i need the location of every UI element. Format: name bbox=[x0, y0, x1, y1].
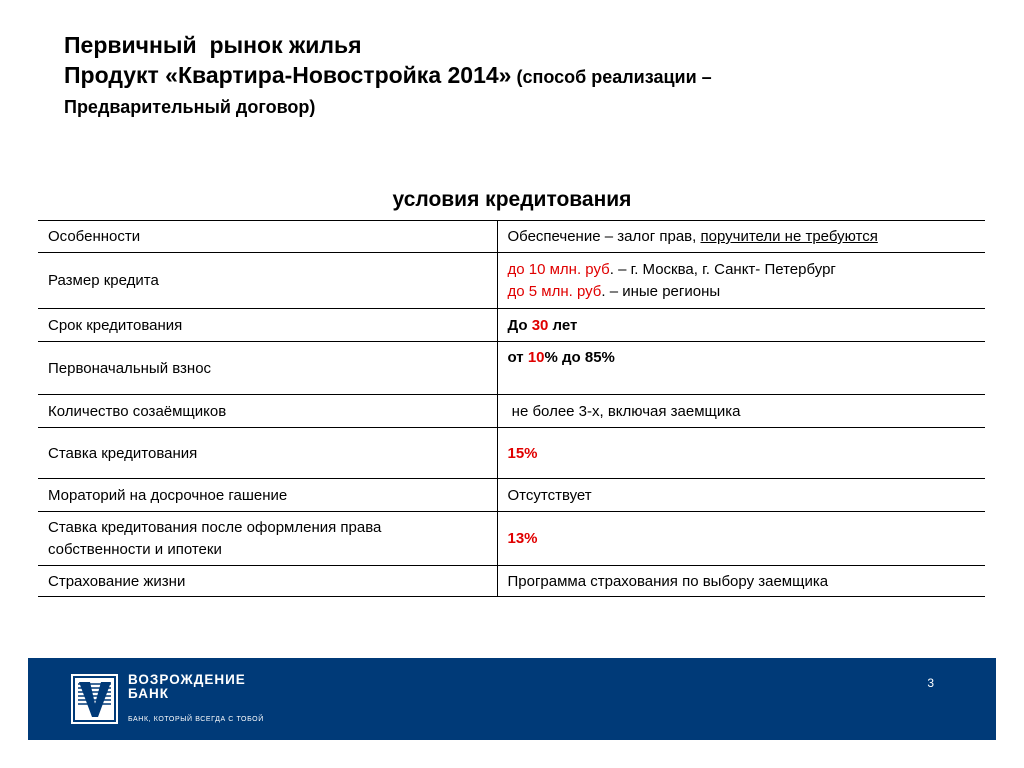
row-label bbox=[38, 512, 497, 566]
value-red: 10 bbox=[527, 349, 545, 366]
row-label: Первоначальный взнос bbox=[38, 342, 497, 395]
table-row bbox=[38, 395, 985, 428]
row-value: 13% bbox=[497, 512, 985, 566]
bank-name-line-1: ВОЗРОЖДЕНИЕ bbox=[128, 672, 246, 687]
slide-title bbox=[64, 30, 964, 120]
value-text: До bbox=[507, 316, 532, 334]
table-row bbox=[38, 428, 985, 479]
bank-name-line-2: БАНК bbox=[128, 686, 169, 701]
value-red: 30 bbox=[531, 316, 549, 334]
page-number: 3 bbox=[927, 676, 934, 690]
row-value bbox=[497, 221, 985, 253]
row-label: Срок кредитования bbox=[38, 309, 497, 342]
value-text: от bbox=[507, 349, 528, 366]
row-label: Страхование жизни bbox=[38, 566, 497, 597]
row-value: Программа страхования по выбору заемщика bbox=[497, 566, 985, 597]
title-line-2 bbox=[64, 60, 964, 94]
table-row bbox=[38, 512, 985, 566]
bank-name bbox=[128, 673, 246, 701]
table-heading: условия кредитования bbox=[392, 188, 632, 211]
table-row bbox=[38, 342, 985, 395]
table-row bbox=[38, 253, 985, 309]
value-text: Обеспечение – залог прав, bbox=[507, 228, 701, 245]
title-line-3: Предварительный договор) bbox=[64, 97, 316, 117]
row-label: Мораторий на досрочное гашение bbox=[38, 479, 497, 512]
label-line: Ставка кредитования после оформления права bbox=[48, 518, 382, 536]
row-value: не более 3-х, включая заемщика bbox=[497, 395, 985, 428]
row-label: Особенности bbox=[38, 221, 497, 253]
value-red: до 10 млн. руб bbox=[507, 260, 610, 278]
row-value: 15% bbox=[497, 428, 985, 479]
table-row bbox=[38, 479, 985, 512]
table-row bbox=[38, 309, 985, 342]
title-product: Продукт «Квартира-Новостройка 2014» bbox=[64, 62, 512, 88]
value-underlined: поручители не требуются bbox=[700, 228, 878, 245]
value-text: % до 85% bbox=[544, 349, 615, 366]
row-label: Ставка кредитования bbox=[38, 428, 497, 479]
logo-graphic bbox=[71, 674, 118, 724]
table-row bbox=[38, 566, 985, 597]
title-line-1: Первичный рынок жилья bbox=[64, 32, 362, 58]
value-text: . – г. Москва, г. Санкт- Петербург bbox=[609, 260, 836, 278]
title-method: (способ реализации – bbox=[511, 67, 712, 87]
bank-v-logo-icon bbox=[71, 674, 118, 724]
row-value bbox=[497, 253, 985, 309]
row-value bbox=[497, 309, 985, 342]
value-text: . – иные регионы bbox=[601, 282, 721, 300]
row-label: Количество созаёмщиков bbox=[38, 395, 497, 428]
value-text: лет bbox=[548, 316, 578, 334]
footer-banner bbox=[28, 658, 996, 740]
table-row bbox=[38, 221, 985, 253]
conditions-table bbox=[38, 220, 985, 597]
label-line: собственности и ипотеки bbox=[48, 540, 222, 558]
row-value bbox=[497, 342, 985, 395]
bank-slogan: БАНК, КОТОРЫЙ ВСЕГДА С ТОБОЙ bbox=[128, 716, 264, 723]
value-line bbox=[508, 281, 976, 303]
row-value: Отсутствует bbox=[497, 479, 985, 512]
row-label: Размер кредита bbox=[38, 253, 497, 309]
value-red: до 5 млн. руб bbox=[507, 282, 602, 300]
value-line bbox=[508, 259, 976, 281]
